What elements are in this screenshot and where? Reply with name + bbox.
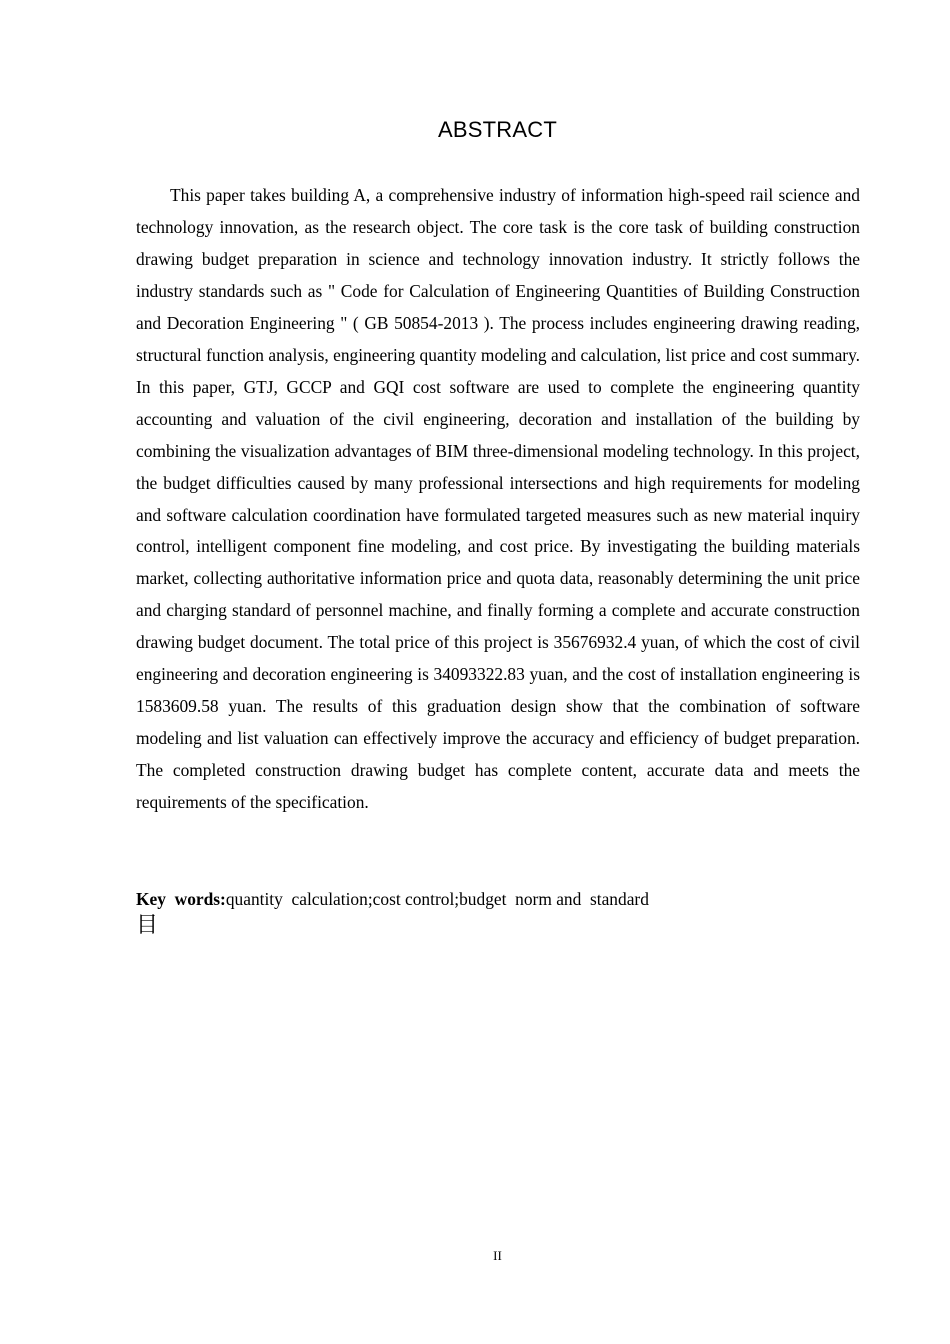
abstract-title: ABSTRACT: [438, 117, 557, 142]
keywords-label: Key words:: [136, 889, 226, 909]
keywords-value: quantity calculation;cost control;budget norm and standard: [225, 889, 649, 909]
abstract-paragraph: This paper takes building A, a comprehensive industry of information high-speed rail science and technology innovation, as the research object. The core task is the core task of building construction drawing budget preparation in science and technology innovation industry. It strictly follows the industry standards such as " Code for Calculation of Engineering Quantities of Building Construction and Decoration Engineering " ( GB 50854-2013 ). The process includes engineering drawing reading, structural function analysis, engineering quantity modeling and calculation, list price and cost summary. In this paper, GTJ, GCCP and GQI cost software are used to complete the engineering quantity accounting and valuation of the civil engineering, decoration and installation of the building by combining the visualization advantages of BIM three-dimensional modeling technology. In this project, the budget difficulties caused by many professional intersections and high requirements for modeling and software calculation coordination have formulated targeted measures such as new material inquiry control, intelligent component fine modeling, and cost price. By investigating the building materials market, collecting authoritative information price and quota data, reasonably determining the unit price and charging standard of personnel machine, and finally forming a complete and accurate construction drawing budget document. The total price of this project is 35676932.4 yuan, of which the cost of civil engineering and decoration engineering is 34093322.83 yuan, and the cost of installation engineering is 1583609.58 yuan. The results of this graduation design show that the combination of software modeling and list valuation can effectively improve the accuracy and efficiency of budget preparation. The completed construction drawing budget has complete content, accurate data and meets the requirements of the specification.: [136, 185, 860, 813]
keywords-line: [136, 884, 860, 914]
toc-heading-fragment: 目: [136, 913, 159, 938]
page-number: II: [493, 1248, 502, 1263]
